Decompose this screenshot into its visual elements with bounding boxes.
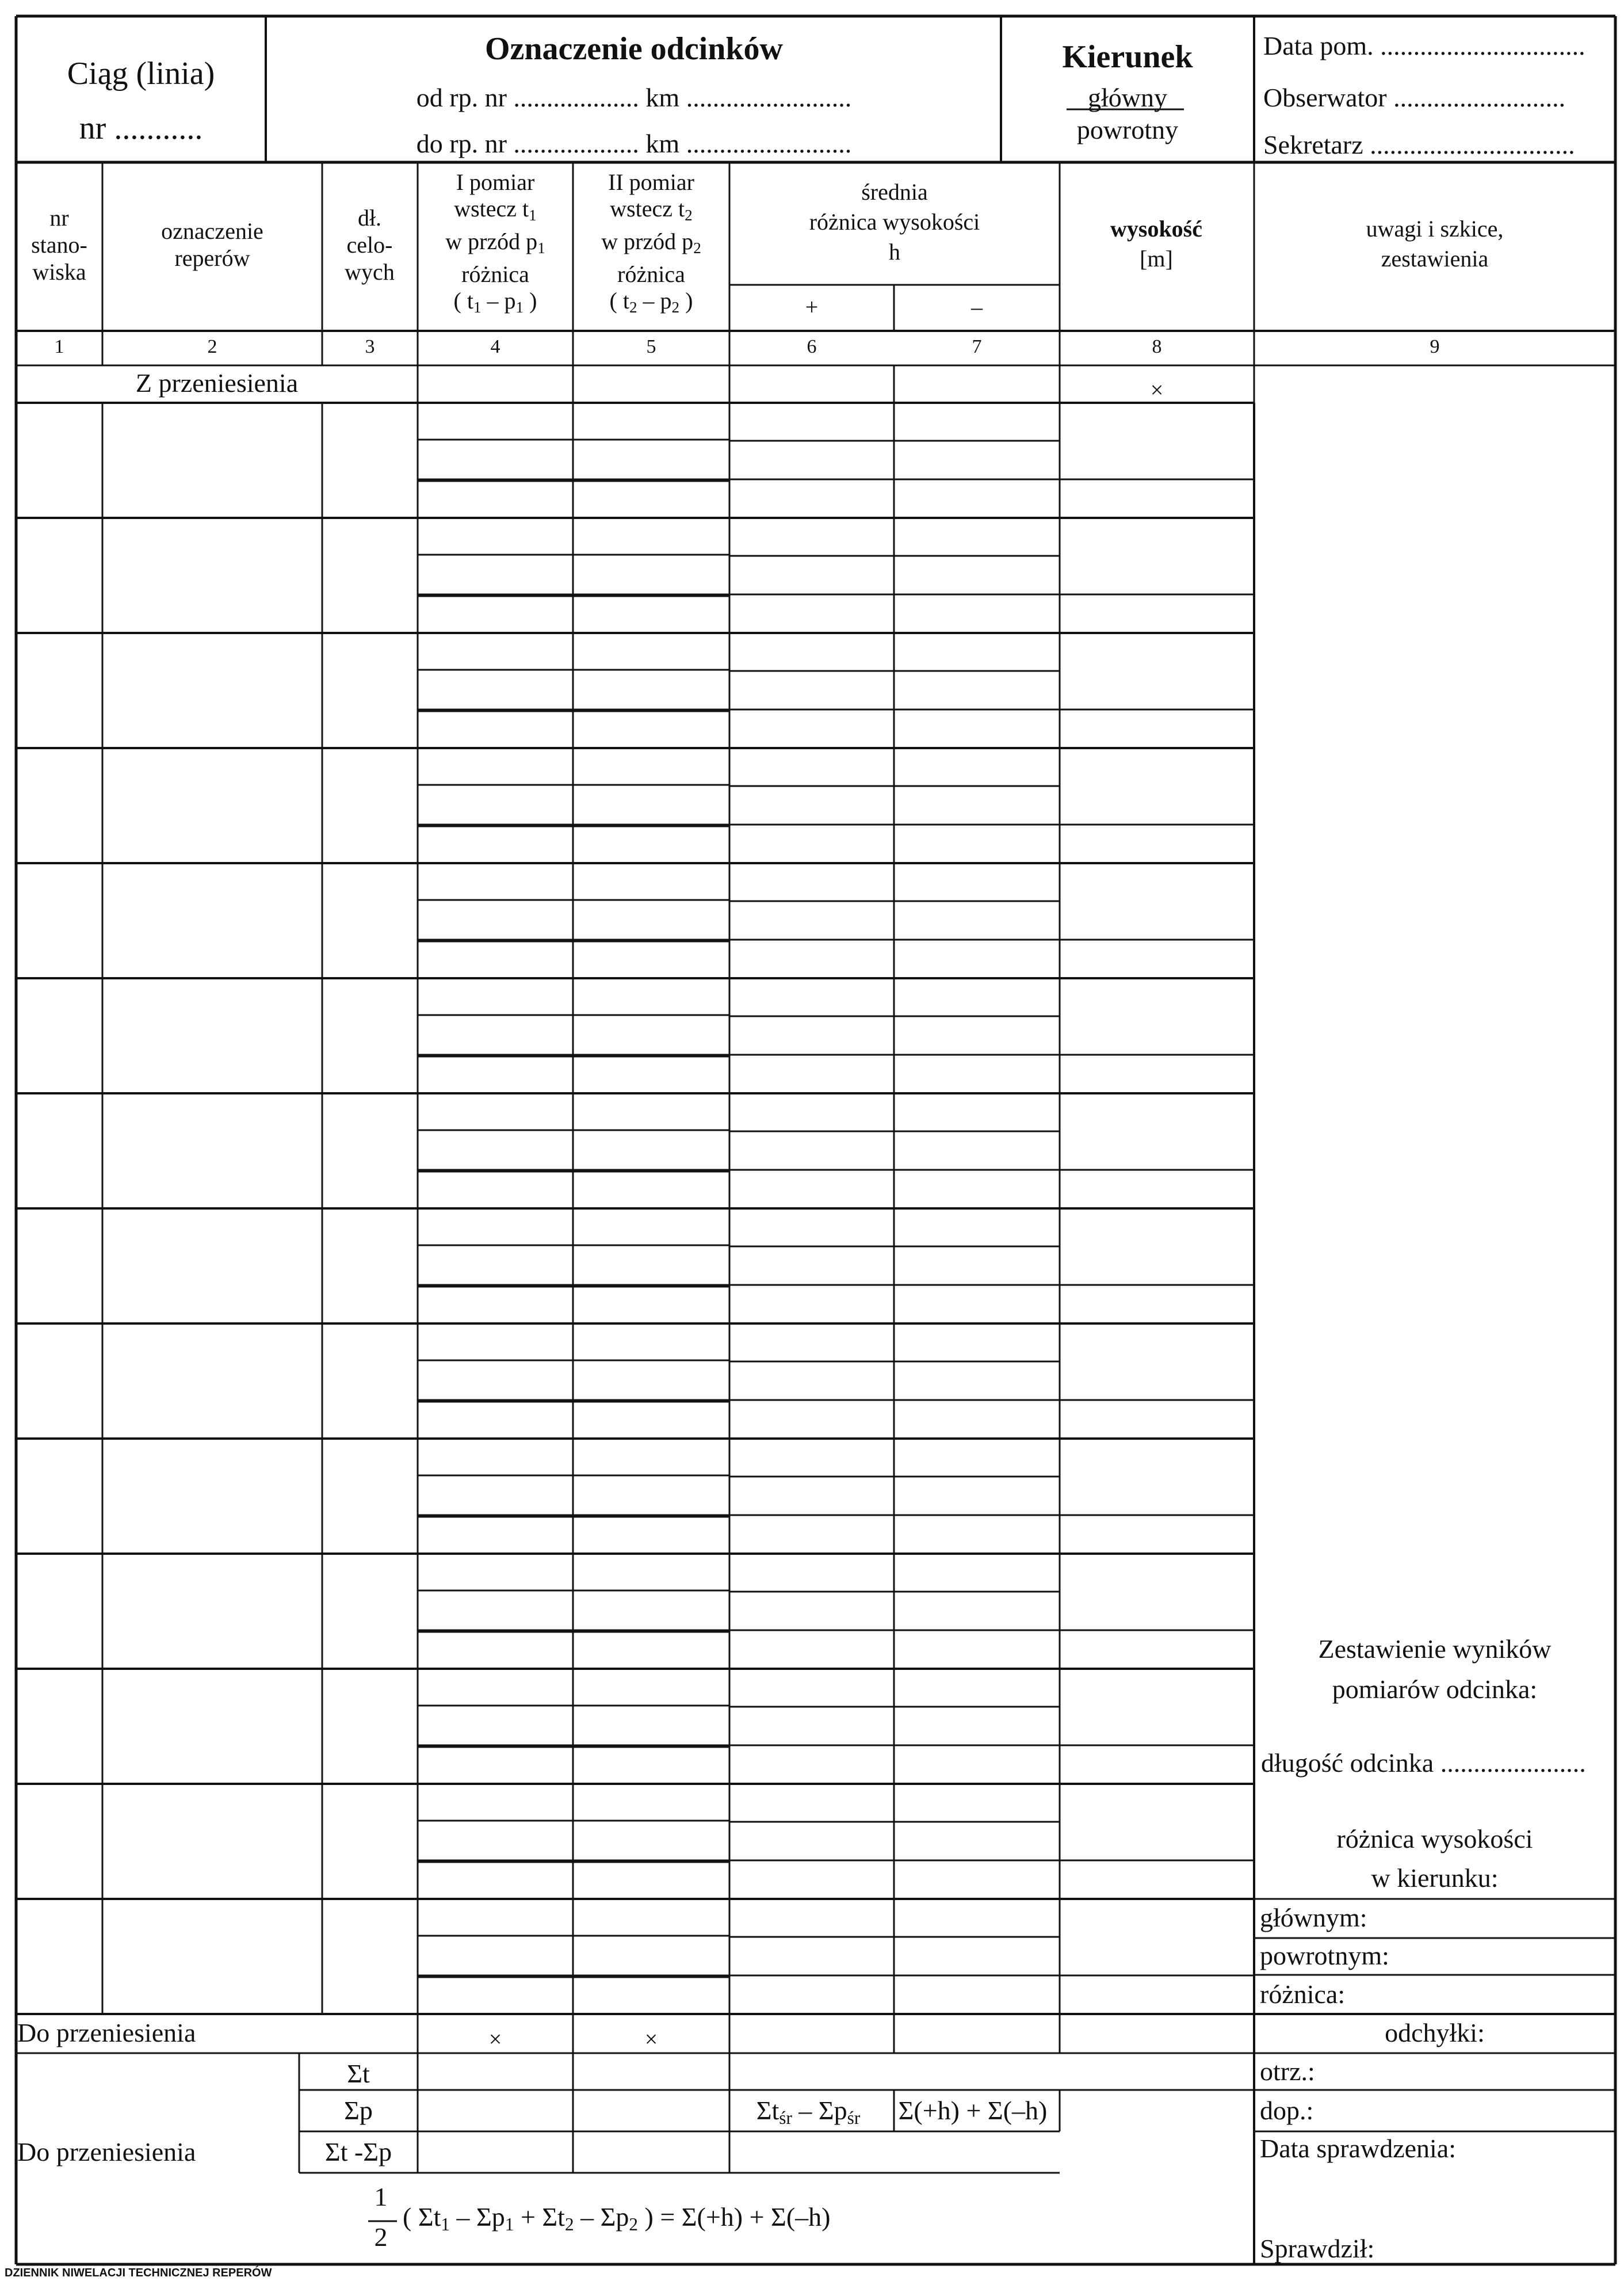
date-field[interactable]: Data pom. ............................... bbox=[1263, 31, 1585, 60]
formula-subscript: 2 bbox=[629, 2214, 638, 2234]
col4-header bbox=[418, 169, 573, 320]
mean-diff-label bbox=[726, 2095, 891, 2129]
col5-header-line: II pomiar bbox=[608, 169, 694, 195]
col4-header-line bbox=[418, 196, 573, 228]
col-number-8: 8 bbox=[1152, 336, 1162, 357]
col4-text: – p bbox=[481, 287, 516, 314]
col4-header-line bbox=[418, 228, 573, 261]
col8-header bbox=[1060, 214, 1253, 274]
col5-header bbox=[573, 169, 729, 320]
checked-by-field[interactable]: Sprawdził: bbox=[1260, 2234, 1375, 2263]
col5-header-line bbox=[573, 196, 729, 228]
col4-header-line: I pomiar bbox=[456, 169, 535, 195]
formula-subscript: 1 bbox=[505, 2214, 514, 2234]
col1-header bbox=[16, 204, 102, 285]
sections-title: Oznaczenie odcinków bbox=[485, 31, 783, 67]
col9-header bbox=[1254, 214, 1615, 274]
form-footer-title: DZIENNIK NIWELACJI TECHNICZNEJ REPERÓW bbox=[5, 2267, 272, 2279]
sum-t-label: Σt bbox=[347, 2059, 370, 2088]
col67-header-line: różnica wysokości bbox=[809, 209, 980, 235]
col2-header-line: reperów bbox=[174, 245, 250, 271]
col5-header-line bbox=[573, 228, 729, 261]
col-number-3: 3 bbox=[365, 336, 375, 357]
carry-out-mark-col5: × bbox=[644, 2026, 658, 2052]
summary-title-1: Zestawienie wyników bbox=[1318, 1634, 1552, 1664]
col-number-2: 2 bbox=[207, 336, 217, 357]
col5-subscript: 2 bbox=[629, 298, 637, 316]
col4-header-line: różnica bbox=[461, 261, 529, 287]
formula-text: – Σp bbox=[450, 2202, 505, 2232]
difference-field[interactable]: różnica: bbox=[1260, 1979, 1346, 2009]
col1-header-line: nr bbox=[49, 205, 69, 231]
col7-minus-header: – bbox=[971, 294, 983, 320]
col3-header-line: celo- bbox=[346, 232, 393, 258]
col2-header-line: oznaczenie bbox=[161, 218, 263, 244]
return-direction-field[interactable]: powrotnym: bbox=[1260, 1941, 1389, 1970]
col5-text: ( t bbox=[609, 287, 629, 314]
direction-return[interactable]: powrotny bbox=[1076, 115, 1179, 144]
sum-h-label: Σ(+h) + Σ(–h) bbox=[898, 2096, 1048, 2125]
formula-denominator: 2 bbox=[374, 2222, 388, 2252]
col4-subscript: 1 bbox=[537, 239, 545, 257]
col5-header-line bbox=[573, 288, 729, 321]
main-direction-field[interactable]: głównym: bbox=[1260, 1903, 1367, 1932]
carry-in-label: Z przeniesienia bbox=[135, 368, 299, 398]
col-number-1: 1 bbox=[54, 336, 64, 357]
col5-header-line: różnica bbox=[617, 261, 685, 287]
carry-in-height-mark: × bbox=[1150, 377, 1164, 403]
col5-subscript: 2 bbox=[685, 206, 693, 224]
formula-numerator: 1 bbox=[374, 2182, 388, 2211]
col1-header-line: stano- bbox=[31, 232, 87, 258]
col9-header-line: zestawienia bbox=[1381, 246, 1489, 272]
direction-title: Kierunek bbox=[1062, 39, 1193, 75]
col5-subscript: 2 bbox=[693, 239, 701, 257]
mean-diff-text: – Σp bbox=[792, 2096, 847, 2125]
line-number-field[interactable]: nr ........... bbox=[79, 110, 203, 146]
formula-expression bbox=[403, 2201, 830, 2235]
line-label: Ciąg (linia) bbox=[67, 56, 215, 91]
col67-header-line: średnia bbox=[861, 179, 928, 205]
secretary-field[interactable]: Sekretarz ............................... bbox=[1263, 130, 1575, 159]
col5-text: – p bbox=[637, 287, 672, 314]
carry-out-label: Do przeniesienia bbox=[17, 2018, 196, 2047]
formula-text: – Σp bbox=[574, 2202, 629, 2232]
col-number-7: 7 bbox=[972, 336, 982, 357]
carry-out-label-2: Do przeniesienia bbox=[17, 2137, 196, 2166]
direction-main[interactable]: główny bbox=[1088, 83, 1167, 112]
formula-subscript: 1 bbox=[441, 2214, 450, 2234]
col6-plus-header: + bbox=[805, 294, 819, 320]
to-benchmark-field[interactable]: do rp. nr ................... km ......................... bbox=[416, 129, 852, 158]
col67-header bbox=[729, 177, 1060, 267]
col4-text: ) bbox=[523, 287, 537, 314]
col4-subscript: 1 bbox=[473, 298, 482, 316]
summary-title-2: pomiarów odcinka: bbox=[1332, 1674, 1538, 1704]
observer-field[interactable]: Obserwator .......................... bbox=[1263, 83, 1566, 112]
formula-text: + Σt bbox=[514, 2202, 565, 2232]
col67-header-line: h bbox=[889, 239, 900, 265]
col4-text: ( t bbox=[453, 287, 473, 314]
formula-text: ( Σt bbox=[403, 2202, 441, 2232]
col-number-5: 5 bbox=[646, 336, 656, 357]
obtained-field[interactable]: otrz.: bbox=[1260, 2057, 1315, 2086]
col1-header-line: wiska bbox=[32, 259, 86, 285]
col5-text: wstecz t bbox=[610, 196, 685, 222]
col4-header-line bbox=[418, 288, 573, 321]
mean-diff-text: Σt bbox=[756, 2096, 779, 2125]
col3-header-line: wych bbox=[345, 259, 395, 285]
formula-text: ) = Σ(+h) + Σ(–h) bbox=[638, 2202, 831, 2232]
formula-subscript: 2 bbox=[564, 2214, 574, 2234]
col8-header-line: wysokość bbox=[1110, 216, 1203, 242]
from-benchmark-field[interactable]: od rp. nr ................... km ......................... bbox=[416, 83, 852, 112]
segment-length-field[interactable]: długość odcinka ...................... bbox=[1261, 1748, 1586, 1777]
height-diff-title: różnica wysokości bbox=[1336, 1824, 1533, 1853]
col-number-4: 4 bbox=[490, 336, 500, 357]
col9-header-line: uwagi i szkice, bbox=[1366, 216, 1504, 242]
col4-subscript: 1 bbox=[529, 206, 537, 224]
col3-header bbox=[322, 204, 417, 285]
col3-header-line: dł. bbox=[357, 205, 382, 231]
col5-text: w przód p bbox=[601, 228, 694, 254]
col8-header-line: [m] bbox=[1140, 246, 1173, 272]
carry-out-mark-col4: × bbox=[488, 2026, 502, 2052]
col5-text: ) bbox=[679, 287, 693, 314]
height-diff-subtitle: w kierunku: bbox=[1371, 1863, 1499, 1893]
check-date-field[interactable]: Data sprawdzenia: bbox=[1260, 2134, 1457, 2163]
col-number-6: 6 bbox=[807, 336, 817, 357]
col4-text: w przód p bbox=[445, 228, 538, 254]
sum-diff-label: Σt -Σp bbox=[324, 2137, 392, 2166]
col2-header bbox=[102, 218, 322, 272]
deviations-title: odchyłki: bbox=[1385, 2018, 1485, 2047]
sum-p-label: Σp bbox=[344, 2096, 373, 2125]
col4-text: wstecz t bbox=[454, 196, 529, 222]
allowed-field[interactable]: dop.: bbox=[1260, 2096, 1314, 2125]
col5-subscript: 2 bbox=[671, 298, 680, 316]
col4-subscript: 1 bbox=[515, 298, 524, 316]
col-number-9: 9 bbox=[1430, 336, 1440, 357]
mean-diff-subscript: śr bbox=[847, 2107, 861, 2128]
mean-diff-subscript: śr bbox=[779, 2107, 792, 2128]
